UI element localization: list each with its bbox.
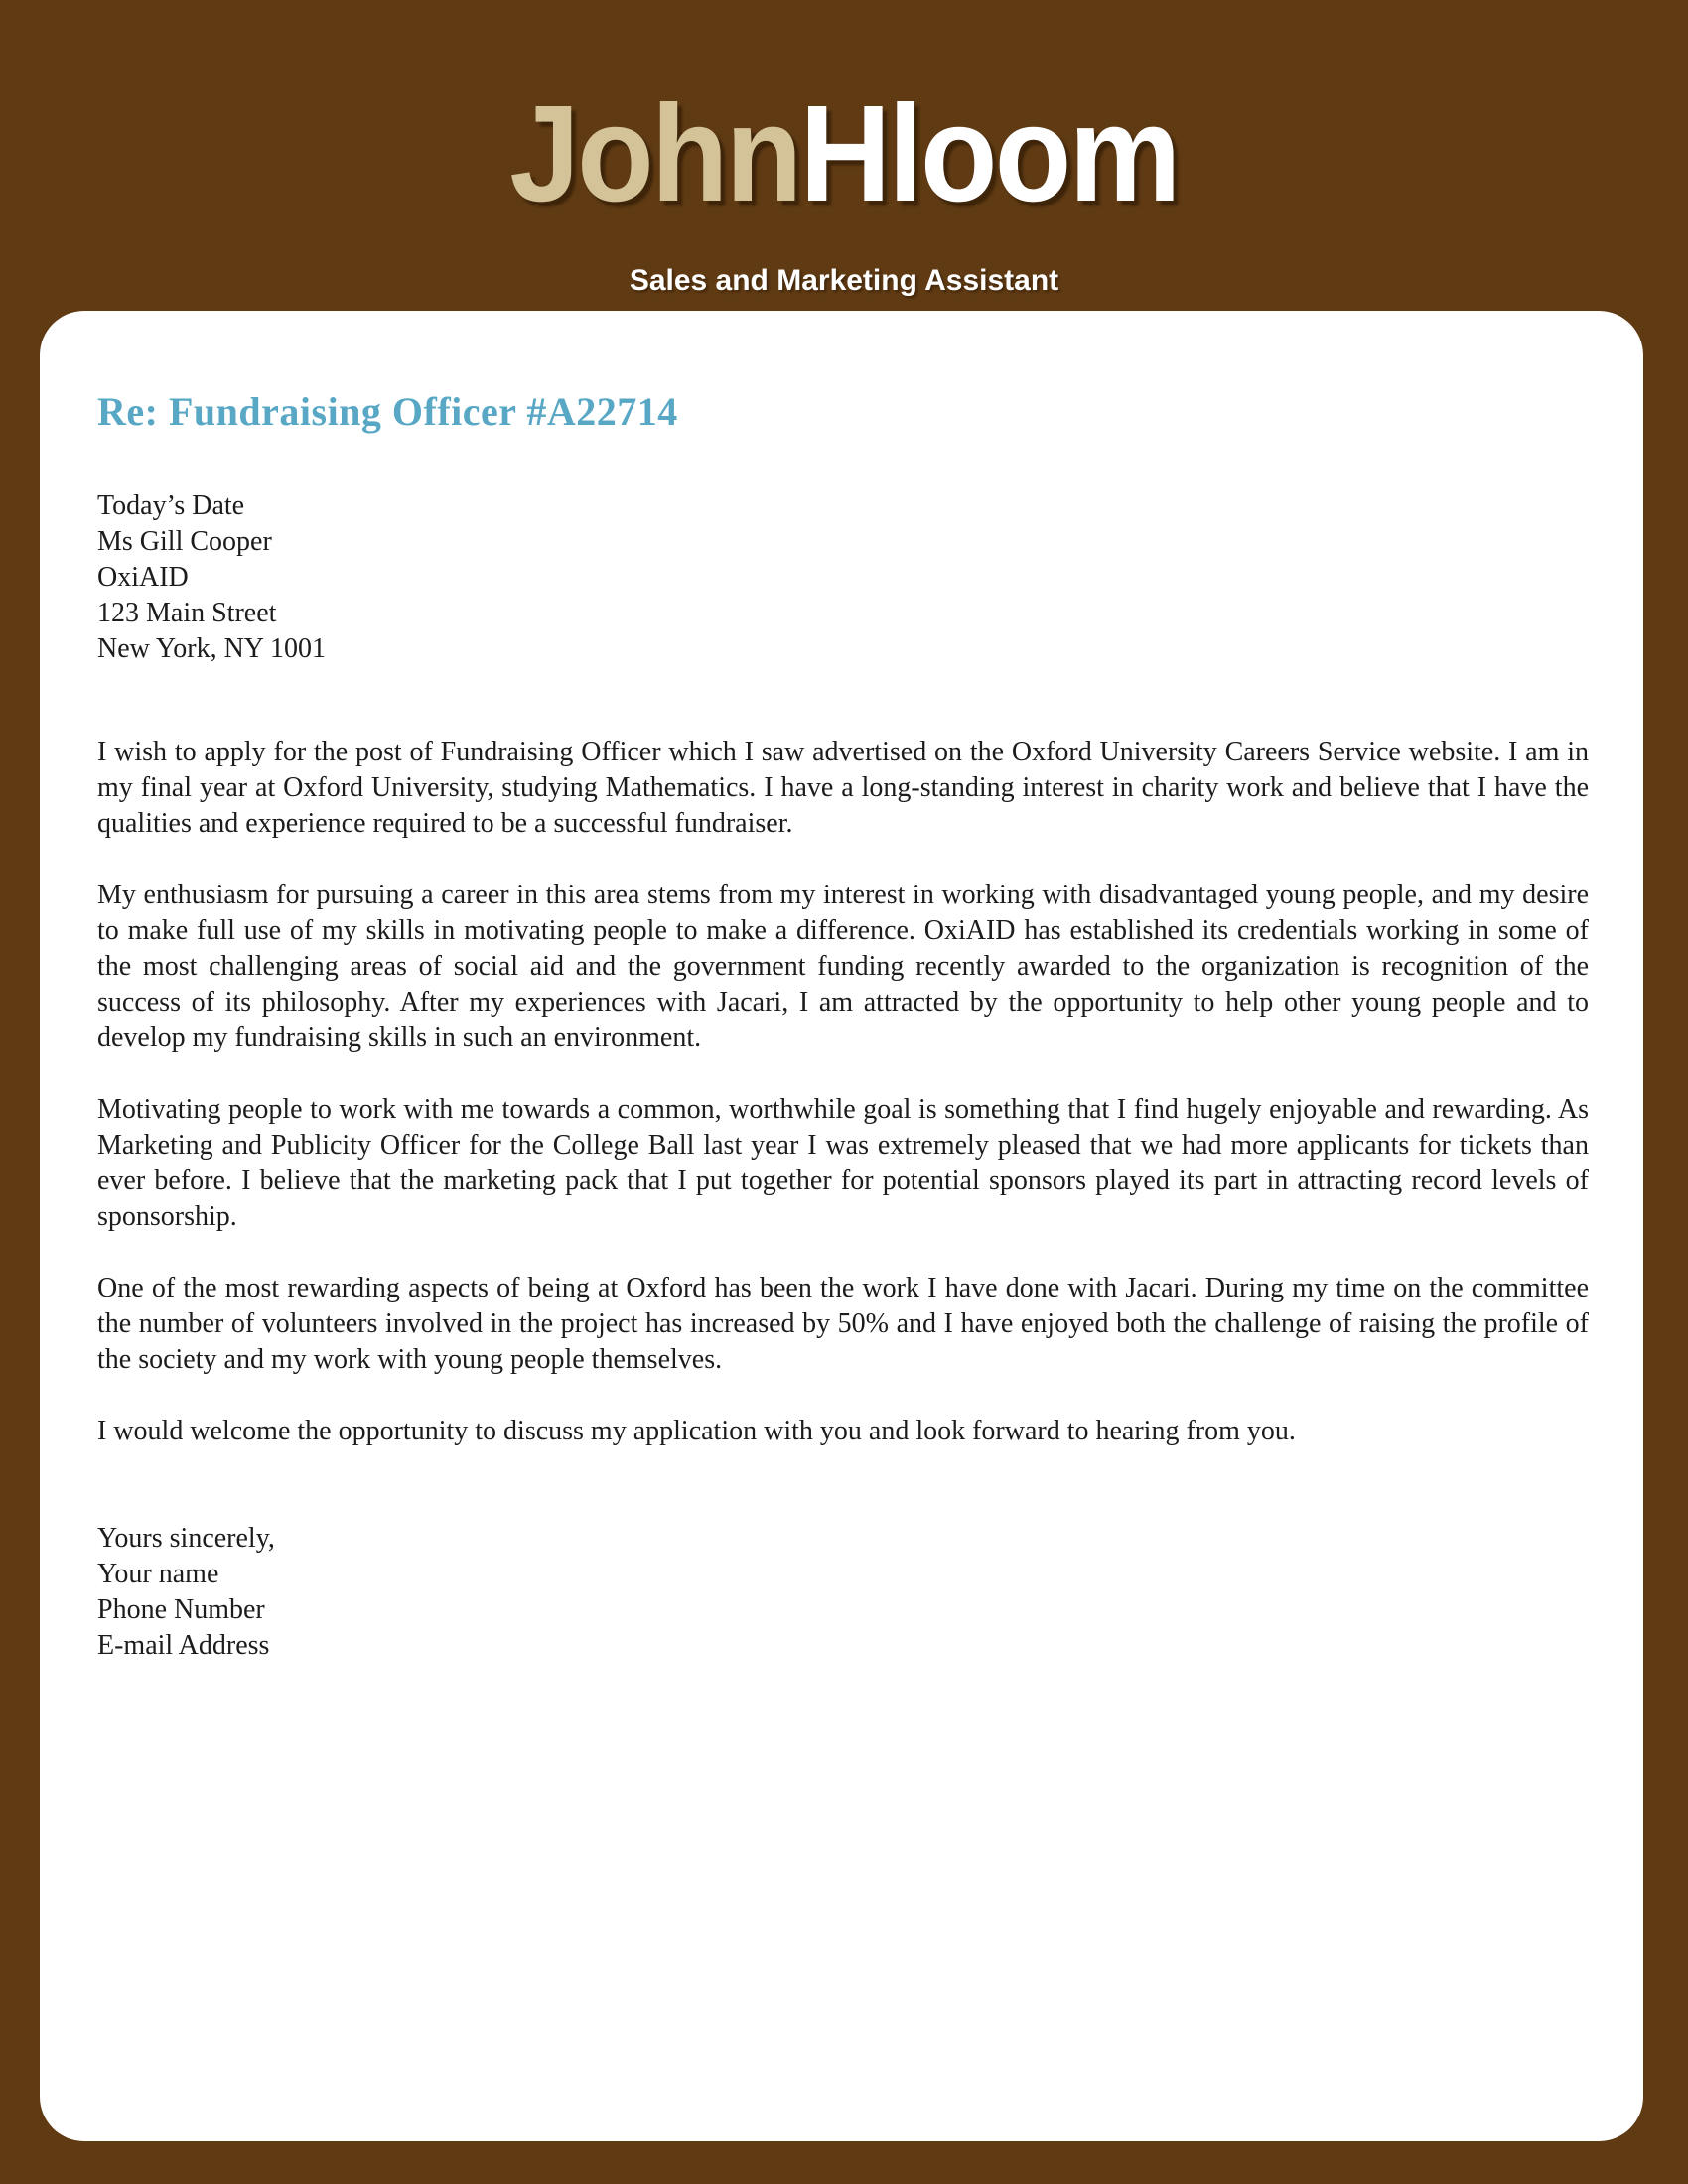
letter-body: [97, 735, 1589, 1449]
closing-line-email: E-mail Address: [97, 1630, 270, 1661]
recipient-line-date: Today’s Date: [97, 490, 245, 521]
letter-paragraph-1: I wish to apply for the post of Fundraising Officer which I saw advertised on the Oxford University Careers Service website. I am in my final year at Oxford University, studying Mathematics. I have a long-standing interest in charity work and believe that I have the qualities and experience required to be a successful fundraiser.: [97, 737, 1589, 839]
job-title-subtitle: Sales and Marketing Assistant: [629, 264, 1059, 297]
letter-closing-block: [97, 1521, 1589, 1664]
letter-paragraph-5: I would welcome the opportunity to discuss my application with you and look forward to hearing from you.: [97, 1416, 1296, 1446]
closing-line-name: Your name: [97, 1559, 219, 1589]
recipient-address-block: [97, 488, 1589, 667]
closing-line-phone: Phone Number: [97, 1594, 265, 1625]
recipient-line-organization: OxiAID: [97, 562, 189, 593]
brand-logo: [0, 77, 1688, 230]
letter-paragraph-2: My enthusiasm for pursuing a career in this area stems from my interest in working with disadvantaged young people, and my desire to make full use of my skills in motivating people to make a difference. OxiAID has established its credentials working in some of the most challenging areas of social aid and the government funding recently awarded to the organization is recognition of the success of its philosophy. After my experiences with Jacari, I am attracted by the opportunity to help other young people and to develop my fundraising skills in such an environment.: [97, 880, 1589, 1053]
letter-card: [40, 311, 1643, 2141]
brand-logo-first-word: John: [509, 77, 800, 230]
recipient-line-name: Ms Gill Cooper: [97, 526, 272, 557]
letter-paragraph-4: One of the most rewarding aspects of being at Oxford has been the work I have done with Jacari. During my time on the committee the number of volunteers involved in the project has increased by 50% and I have enjoyed both the challenge of raising the profile of the society and my work with young people themselves.: [97, 1273, 1589, 1375]
letter-subject-line: Re: Fundraising Officer #A22714: [97, 389, 678, 434]
recipient-line-city: New York, NY 1001: [97, 633, 326, 664]
letter-paragraph-3: Motivating people to work with me towards a common, worthwhile goal is something that I find hugely enjoyable and rewarding. As Marketing and Publicity Officer for the College Ball last year I was extremely pleased that we had more applicants for tickets than ever before. I believe that the marketing pack that I put together for potential sponsors played its part in attracting record levels of sponsorship.: [97, 1094, 1589, 1232]
closing-line-signoff: Yours sincerely,: [97, 1523, 275, 1554]
brand-logo-second-word: Hloom: [799, 77, 1179, 230]
recipient-line-street: 123 Main Street: [97, 598, 277, 628]
brand-logo-text: [509, 77, 1179, 230]
